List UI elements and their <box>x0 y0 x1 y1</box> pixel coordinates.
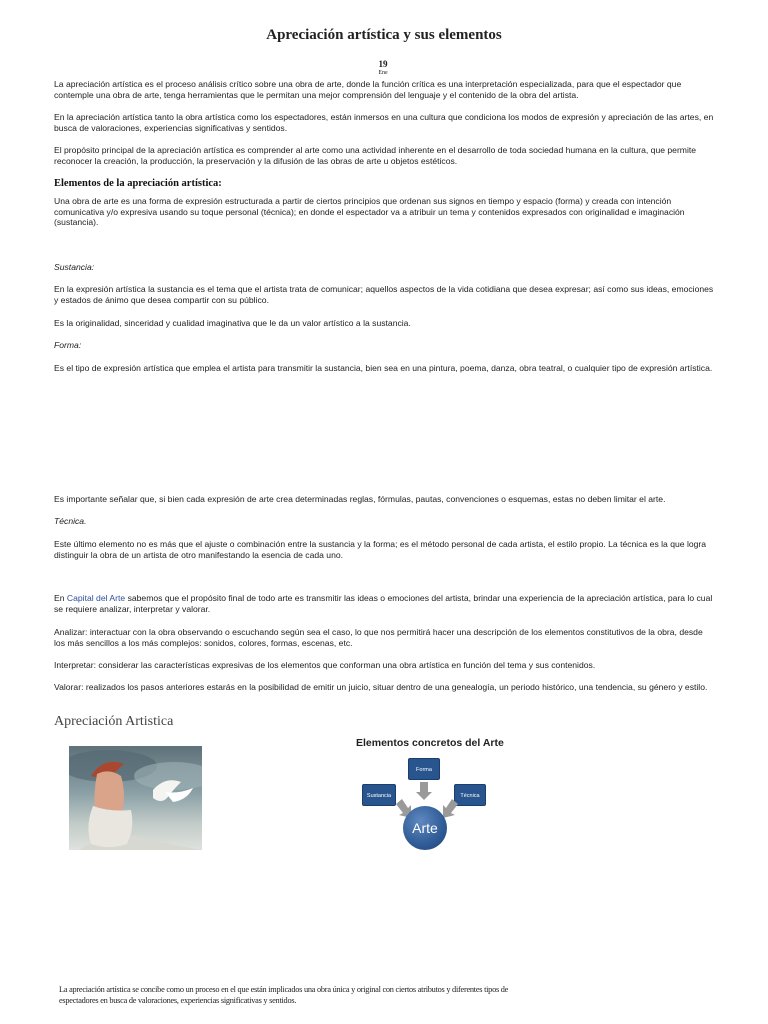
intro-paragraph-3: El propósito principal de la apreciación artística es comprender al arte como una actividad inherente en el desarrollo de toda sociedad humana en la cultura, que permite reconocer la creación, la producción, la preservación y la difusión de las obras de arte u objetos estéticos. <box>54 145 697 166</box>
elements-diagram <box>356 752 506 852</box>
sustancia-paragraph-2: Es la originalidad, sinceridad y cualidad imaginativa que le da un valor artístico a la sustancia. <box>54 318 411 328</box>
analizar-paragraph: Analizar: interactuar con la obra observando o escuchando según sea el caso, lo que nos permitirá hacer una descripción de los elementos constitutivos de la obra, desde los más sencillos a los más complejos: sonidos, colores, formas, escenas, etc. <box>54 627 703 648</box>
sustancia-label: Sustancia: <box>54 262 95 272</box>
capital-paragraph <box>54 593 714 614</box>
artwork-image <box>69 746 202 850</box>
arrow-down-icon <box>416 782 432 800</box>
forma-box-label: Forma <box>416 767 432 773</box>
forma-label: Forma: <box>54 340 82 350</box>
arte-circle-label: Arte <box>412 820 438 836</box>
bottom-caption: La apreciación artística se concibe como un proceso en el que están implicados una obra única y original con ciertos atributos y diferentes tipos de espectadores en busca de valoraciones, experiencias significativas y sentidos. <box>59 985 509 1005</box>
diagram-title: Elementos concretos del Arte <box>356 737 504 749</box>
document-title: Apreciación artística y sus elementos <box>266 27 502 43</box>
forma-paragraph-1: Es el tipo de expresión artística que emplea el artista para transmitir la sustancia, bien sea en una pintura, poema, danza, obra teatral, o cualquier tipo de expresión artística. <box>54 363 713 373</box>
capital-rest: sabemos que el propósito final de todo arte es transmitir las ideas o emociones del artista, brindar una experiencia de la apreciación artística, para lo cual se requiere analizar, interpretar y valorar. <box>54 593 713 614</box>
tecnica-label: Técnica. <box>54 516 87 526</box>
section-heading: Apreciación Artistica <box>54 714 174 729</box>
sustancia-box-label: Sustancia <box>366 793 392 799</box>
artwork-illustration <box>69 746 202 850</box>
capital-del-arte-link[interactable]: Capital del Arte <box>66 593 126 603</box>
elements-heading: Elementos de la apreciación artística: <box>54 178 222 189</box>
date-day: 19 <box>378 59 388 69</box>
intro-paragraph-1: La apreciación artística es el proceso análisis crítico sobre una obra de arte, donde la función crítica es una interpretación especializada, para que el espectador que contemple una obra de arte, tenga herramientas que le permitan una mejor comprensión del lenguaje y el contenido de la obra del artista. <box>54 79 682 100</box>
valorar-paragraph: Valorar: realizados los pasos anteriores estarás en la posibilidad de emitir un juicio, situar dentro de una genealogía, un periodo histórico, una tendencia, su género y estilo. <box>54 682 708 692</box>
tecnica-box-label: Técnica <box>460 793 480 799</box>
tecnica-paragraph: Este último elemento no es más que el ajuste o combinación entre la sustancia y la forma; es el método personal de cada artista, el estilo propio. La técnica es la que logra distinguir la obra de un artista de otro manifestando la esencia de cada uno. <box>54 539 707 560</box>
intro-paragraph-2: En la apreciación artística tanto la obra artística como los espectadores, están inmersos en una cultura que condiciona los modos de expresión y apreciación de las artes, en busca de valoraciones, experiencias significativas y sentidos. <box>54 112 714 133</box>
capital-prefix: En <box>54 593 67 603</box>
elements-intro: Una obra de arte es una forma de expresión estructurada a partir de ciertos principios que ordenan sus signos en tiempo y espacio (forma) y creada con intención comunicativa y/o expresiva usando su toque personal (técnica); en donde el espectador va a atribuir un tema y contenidos expresados con originalidad e imaginación (sustancia). <box>54 196 685 227</box>
arte-circle <box>403 806 447 850</box>
forma-paragraph-2: Es importante señalar que, si bien cada expresión de arte crea determinadas reglas, fórmulas, pautas, convenciones o esquemas, estas no deben limitar el arte. <box>54 494 666 504</box>
interpretar-paragraph: Interpretar: considerar las características expresivas de los elementos que conforman una obra artística en función del tema y sus contenidos. <box>54 660 596 670</box>
sustancia-paragraph-1: En la expresión artística la sustancia es el tema que el artista trata de comunicar; aquellos aspectos de la vida cotidiana que desea expresar; así como sus ideas, emociones y estados de ánimo que desea compartir con su público. <box>54 284 714 305</box>
date-month: Ene <box>378 70 388 76</box>
arrow-left-down-icon <box>443 799 458 818</box>
